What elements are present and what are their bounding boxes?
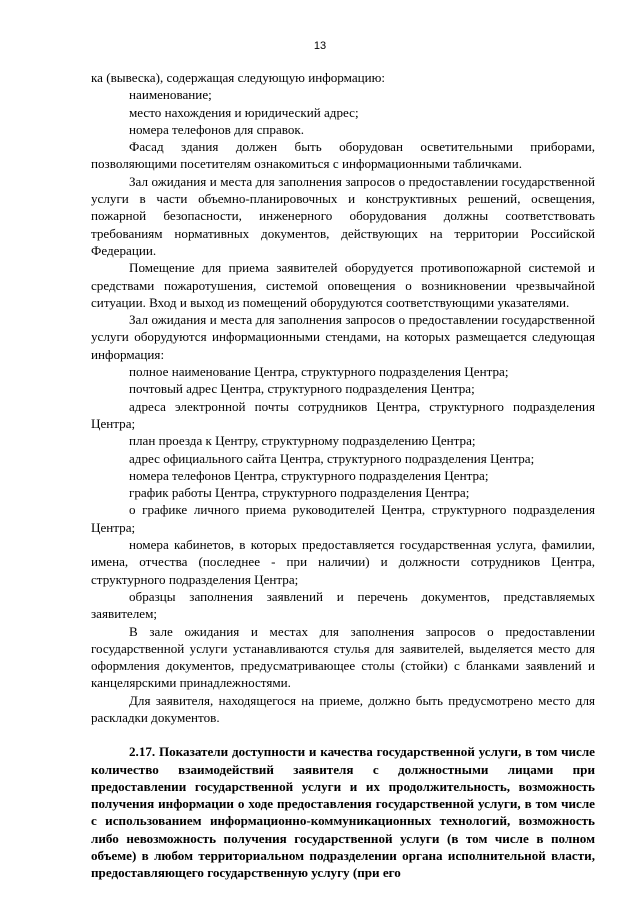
paragraph: ка (вывеска), содержащая следующую информацию: [91,70,386,85]
list-item: образцы заполнения заявлений и перечень документов, представляемых заявителем; [91,588,595,622]
list-item: график работы Центра, структурного подразделения Центра; [129,485,470,501]
list-item: почтовый адрес Центра, структурного подразделения Центра; [129,381,475,397]
paragraph: Фасад здания должен быть оборудован осветительными приборами, позволяющими посетителям ознакомиться с информационными табличками. [91,139,595,172]
paragraph: Зал ожидания и места для заполнения запросов о предоставлении государственной услуги оборудуются информационными стендами, на которых размещается следующая информация: [91,312,595,362]
paragraph: Для заявителя, находящегося на приеме, должно быть предусмотрено место для раскладки документов. [91,692,595,725]
list-item: о графике личного приема руководителей Центра, структурного подразделения Центра; [91,502,595,535]
list-item: номера кабинетов, в которых предоставляется государственная услуга, фамилии, имена, отчества (последнее - при наличии) и должности сотрудников Центра, структурного подразделения Центра; [91,537,595,587]
list-item: адреса электронной почты сотрудников Центра, структурного подразделения Центра; [91,398,595,431]
paragraph: Помещение для приема заявителей оборудуется противопожарной системой и средствами пожаротушения, системой оповещения о возникновении чрезвычайной ситуации. Вход и выход из помещений оборудуются соответствующими указателями. [91,260,595,310]
document-body [91,69,595,882]
list-item: номера телефонов для справок. [129,121,305,137]
section-heading: 2.17. Показатели доступности и качества государственной услуги, в том числе количество взаимодействий заявителя с должностными лицами при предоставлении государственной услуги и их продолжительность, возможность получения информации о ходе предоставления государственной услуги, в том числе с использованием информационно-коммуникационных технологий, возможность либо невозможность получения государственной услуги (в том числе в полном объеме) в любом территориальном подразделении органа исполнительной власти, предоставляющего государственную услугу (при его [91,744,595,881]
page-number: 13 [313,40,327,52]
list-item: план проезда к Центру, структурному подразделению Центра; [129,433,476,449]
list-item: место нахождения и юридический адрес; [129,104,359,120]
list-item: номера телефонов Центра, структурного подразделения Центра; [129,467,489,483]
list-item: адрес официального сайта Центра, структурного подразделения Центра; [129,450,535,466]
list-item: наименование; [129,87,212,103]
paragraph: В зале ожидания и местах для заполнения запросов о предоставлении государственной услуги устанавливаются стулья для заявителей, выделяется место для оформления документов, предусматривающее столы (стойки) с бланками заявлений и канцелярскими принадлежностями. [91,623,595,691]
paragraph: Зал ожидания и места для заполнения запросов о предоставлении государственной услуги в части объемно-планировочных и конструктивных решений, освещения, пожарной безопасности, инженерного оборудования должны соответствовать требованиям нормативных документов, действующих на территории Российской Федерации. [91,173,595,258]
list-item: полное наименование Центра, структурного подразделения Центра; [129,364,509,380]
